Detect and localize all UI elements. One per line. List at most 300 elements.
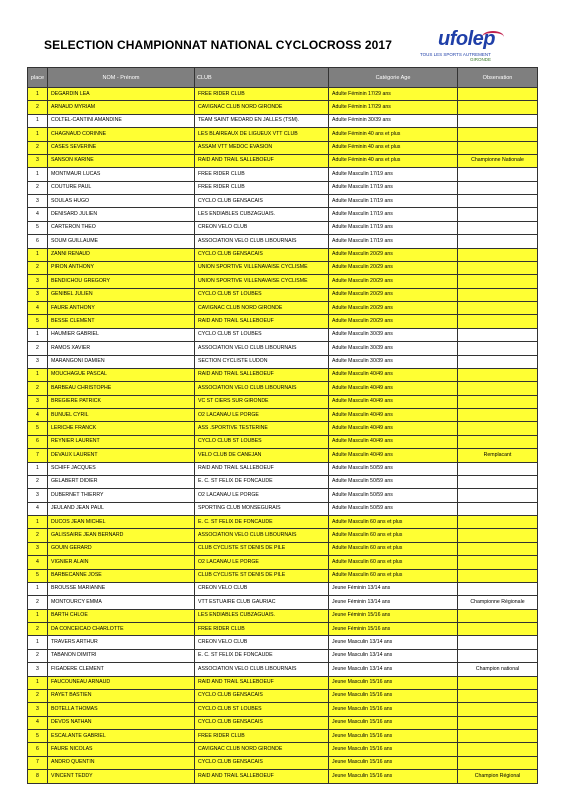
cell-place: 1	[28, 368, 48, 381]
cell-category: Jeune Masculin 13/14 ans	[329, 636, 458, 649]
cell-category: Jeune Féminin 15/16 ans	[329, 623, 458, 636]
cell-club: CYCLO CLUB GENSACAIS	[195, 248, 329, 261]
cell-club: ASSOCIATION VELO CLUB LIBOURNAIS	[195, 529, 329, 542]
table-row	[28, 489, 538, 502]
cell-observation	[458, 275, 538, 288]
cell-category: Adulte Féminin 40 ans et plus	[329, 141, 458, 154]
cell-name: DUBERNET THIERRY	[48, 489, 195, 502]
cell-place: 2	[28, 475, 48, 488]
cell-category: Adulte Masculin 17/19 ans	[329, 221, 458, 234]
cell-club: FREE RIDER CLUB	[195, 181, 329, 194]
cell-club: E. C. ST FELIX DE FONCAUDE	[195, 649, 329, 662]
cell-name: SCHIFF JACQUES	[48, 462, 195, 475]
cell-category: Adulte Masculin 30/39 ans	[329, 342, 458, 355]
cell-name: ESCALANTE GABRIEL	[48, 730, 195, 743]
table-row	[28, 623, 538, 636]
cell-club: RAID AND TRAIL SALLEBOEUF	[195, 154, 329, 167]
cell-name: FAUCOUNEAU ARNAUD	[48, 676, 195, 689]
cell-place: 1	[28, 114, 48, 127]
cell-category: Jeune Masculin 15/16 ans	[329, 676, 458, 689]
table-body	[28, 88, 538, 784]
cell-category: Adulte Masculin 40/49 ans	[329, 409, 458, 422]
cell-category: Jeune Masculin 15/16 ans	[329, 756, 458, 769]
cell-club: O2 LACANAU LE PORGE	[195, 409, 329, 422]
cell-place: 6	[28, 235, 48, 248]
logo-region: GIRONDE	[470, 57, 492, 62]
cell-name: MOUCHAGUE PASCAL	[48, 368, 195, 381]
cell-place: 5	[28, 315, 48, 328]
cell-category: Adulte Masculin 20/29 ans	[329, 261, 458, 274]
table-row	[28, 703, 538, 716]
cell-category: Jeune Masculin 15/16 ans	[329, 689, 458, 702]
cell-club: RAID AND TRAIL SALLEBOEUF	[195, 368, 329, 381]
table-row	[28, 368, 538, 381]
table-row	[28, 730, 538, 743]
cell-name: CASES SEVERINE	[48, 141, 195, 154]
cell-club: CAVIGNAC CLUB NORD GIRONDE	[195, 101, 329, 114]
cell-category: Jeune Masculin 15/16 ans	[329, 716, 458, 729]
cell-observation	[458, 114, 538, 127]
cell-club: LES ENDIABLES CUBZAGUAIS.	[195, 609, 329, 622]
cell-club: ASSOCIATION VELO CLUB LIBOURNAIS	[195, 382, 329, 395]
cell-observation	[458, 195, 538, 208]
cell-category: Adulte Masculin 40/49 ans	[329, 449, 458, 462]
cell-place: 1	[28, 248, 48, 261]
cell-club: RAID AND TRAIL SALLEBOEUF	[195, 770, 329, 783]
cell-club: CREON VELO CLUB	[195, 636, 329, 649]
cell-club: UNION SPORTIVE VILLENAVAISE CYCLISME	[195, 261, 329, 274]
cell-category: Adulte Masculin 30/39 ans	[329, 328, 458, 341]
table-row	[28, 101, 538, 114]
cell-category: Jeune Masculin 15/16 ans	[329, 703, 458, 716]
cell-club: O2 LACANAU LE PORGE	[195, 556, 329, 569]
cell-name: DUCOS JEAN MICHEL	[48, 516, 195, 529]
cell-name: GENIBEL JULIEN	[48, 288, 195, 301]
cell-category: Jeune Féminin 15/16 ans	[329, 609, 458, 622]
cell-category: Adulte Féminin 40 ans et plus	[329, 154, 458, 167]
cell-category: Adulte Masculin 40/49 ans	[329, 368, 458, 381]
cell-name: FIGADERE CLEMENT	[48, 663, 195, 676]
table-row	[28, 569, 538, 582]
table-row	[28, 556, 538, 569]
cell-name: SOULAS HUGO	[48, 195, 195, 208]
table-row	[28, 449, 538, 462]
cell-observation	[458, 168, 538, 181]
cell-club: CYCLO CLUB ST LOUBES	[195, 288, 329, 301]
cell-category: Adulte Masculin 20/29 ans	[329, 275, 458, 288]
cell-club: E. C. ST FELIX DE FONCAUDE	[195, 516, 329, 529]
cell-club: ASSOCIATION VELO CLUB LIBOURNAIS	[195, 342, 329, 355]
table-row	[28, 609, 538, 622]
cell-name: BESSE CLEMENT	[48, 315, 195, 328]
cell-club: RAID AND TRAIL SALLEBOEUF	[195, 676, 329, 689]
cell-club: UNION SPORTIVE VILLENAVAISE CYCLISME	[195, 275, 329, 288]
cell-club: CAVIGNAC CLUB NORD GIRONDE	[195, 302, 329, 315]
table-row	[28, 676, 538, 689]
table-row	[28, 128, 538, 141]
cell-name: BROUSSE MARIANNE	[48, 582, 195, 595]
selection-table	[27, 67, 538, 784]
cell-category: Jeune Masculin 15/16 ans	[329, 770, 458, 783]
table-row	[28, 756, 538, 769]
cell-club: CYCLO CLUB GENSACAIS	[195, 756, 329, 769]
cell-club: CYCLO CLUB GENSACAIS	[195, 689, 329, 702]
cell-place: 1	[28, 676, 48, 689]
cell-club: ASSOCIATION VELO CLUB LIBOURNAIS	[195, 663, 329, 676]
table-row	[28, 315, 538, 328]
cell-place: 1	[28, 462, 48, 475]
table-row	[28, 516, 538, 529]
column-header-club: CLUB	[195, 68, 329, 88]
cell-category: Adulte Masculin 17/19 ans	[329, 235, 458, 248]
cell-observation	[458, 689, 538, 702]
cell-place: 2	[28, 689, 48, 702]
table-row	[28, 395, 538, 408]
cell-name: GELABERT DIDIER	[48, 475, 195, 488]
cell-category: Adulte Masculin 50/59 ans	[329, 502, 458, 515]
cell-observation	[458, 328, 538, 341]
cell-name: COUTURE PAUL	[48, 181, 195, 194]
cell-observation	[458, 181, 538, 194]
table-row	[28, 141, 538, 154]
cell-club: CLUB CYCLISTE ST DENIS DE PILE	[195, 542, 329, 555]
cell-category: Adulte Masculin 40/49 ans	[329, 435, 458, 448]
table-row	[28, 261, 538, 274]
table-row	[28, 689, 538, 702]
cell-observation: Champion Régional	[458, 770, 538, 783]
cell-place: 1	[28, 516, 48, 529]
cell-name: FAURE NICOLAS	[48, 743, 195, 756]
cell-name: PIRON ANTHONY	[48, 261, 195, 274]
cell-name: SANSON KARINE	[48, 154, 195, 167]
cell-category: Adulte Masculin 20/29 ans	[329, 302, 458, 315]
page-title: SELECTION CHAMPIONNAT NATIONAL CYCLOCROSS 2017	[44, 38, 392, 52]
table-row	[28, 663, 538, 676]
cell-category: Adulte Masculin 20/29 ans	[329, 248, 458, 261]
cell-observation	[458, 609, 538, 622]
cell-observation	[458, 128, 538, 141]
table-row	[28, 409, 538, 422]
cell-place: 2	[28, 382, 48, 395]
table-row	[28, 355, 538, 368]
cell-place: 3	[28, 355, 48, 368]
cell-club: LES BLAIREAUX DE LIGUEUX VTT CLUB	[195, 128, 329, 141]
cell-name: RAYET BASTIEN	[48, 689, 195, 702]
cell-club: CYCLO CLUB GENSACAIS	[195, 195, 329, 208]
cell-observation	[458, 409, 538, 422]
cell-place: 1	[28, 609, 48, 622]
table-row	[28, 114, 538, 127]
table-row	[28, 529, 538, 542]
table-row	[28, 195, 538, 208]
cell-place: 2	[28, 529, 48, 542]
logo-tagline: TOUS LES SPORTS AUTREMENT	[420, 52, 491, 57]
cell-name: FAURE ANTHONY	[48, 302, 195, 315]
cell-name: BARTH CHLOE	[48, 609, 195, 622]
table-row	[28, 435, 538, 448]
table-row	[28, 716, 538, 729]
table-row	[28, 636, 538, 649]
cell-category: Jeune Masculin 13/14 ans	[329, 663, 458, 676]
cell-name: RAMOS XAVIER	[48, 342, 195, 355]
cell-place: 2	[28, 181, 48, 194]
cell-observation	[458, 730, 538, 743]
cell-observation	[458, 516, 538, 529]
cell-name: HAUMIER GABRIEL	[48, 328, 195, 341]
cell-place: 2	[28, 649, 48, 662]
cell-observation	[458, 756, 538, 769]
cell-place: 3	[28, 195, 48, 208]
table-row	[28, 342, 538, 355]
cell-observation	[458, 435, 538, 448]
cell-name: CARTERON THEO	[48, 221, 195, 234]
cell-place: 1	[28, 328, 48, 341]
cell-category: Adulte Masculin 20/29 ans	[329, 288, 458, 301]
table-row	[28, 475, 538, 488]
cell-place: 4	[28, 556, 48, 569]
table-row	[28, 462, 538, 475]
cell-name: DEGARDIN LEA	[48, 88, 195, 101]
cell-club: SECTION CYCLISTE LUDON	[195, 355, 329, 368]
cell-observation	[458, 676, 538, 689]
cell-place: 6	[28, 743, 48, 756]
cell-category: Adulte Masculin 30/39 ans	[329, 355, 458, 368]
cell-category: Adulte Féminin 17/29 ans	[329, 88, 458, 101]
cell-name: ZANNI RENAUD	[48, 248, 195, 261]
cell-observation	[458, 475, 538, 488]
table-row	[28, 582, 538, 595]
cell-name: MARANGONI DAMIEN	[48, 355, 195, 368]
cell-observation	[458, 649, 538, 662]
cell-place: 6	[28, 435, 48, 448]
cell-club: FREE RIDER CLUB	[195, 730, 329, 743]
cell-observation: Championne Régionale	[458, 596, 538, 609]
cell-place: 5	[28, 730, 48, 743]
cell-club: RAID AND TRAIL SALLEBOEUF	[195, 315, 329, 328]
cell-name: VINCENT TEDDY	[48, 770, 195, 783]
cell-place: 1	[28, 88, 48, 101]
cell-club: FREE RIDER CLUB	[195, 168, 329, 181]
cell-club: SPORTING CLUB MONSEGURAIS	[195, 502, 329, 515]
cell-category: Adulte Masculin 20/29 ans	[329, 315, 458, 328]
cell-observation	[458, 556, 538, 569]
cell-place: 1	[28, 168, 48, 181]
cell-name: VIGNIER ALAIN	[48, 556, 195, 569]
cell-club: CAVIGNAC CLUB NORD GIRONDE	[195, 743, 329, 756]
cell-name: BARBECANNE JOSE	[48, 569, 195, 582]
cell-place: 4	[28, 409, 48, 422]
cell-place: 1	[28, 636, 48, 649]
cell-place: 4	[28, 502, 48, 515]
cell-observation	[458, 235, 538, 248]
table-row	[28, 422, 538, 435]
cell-category: Adulte Féminin 17/29 ans	[329, 101, 458, 114]
cell-category: Adulte Féminin 40 ans et plus	[329, 128, 458, 141]
cell-name: TABANON DIMITRI	[48, 649, 195, 662]
cell-place: 2	[28, 261, 48, 274]
cell-place: 5	[28, 422, 48, 435]
cell-observation	[458, 342, 538, 355]
cell-name: SOUM GUILLAUME	[48, 235, 195, 248]
cell-place: 2	[28, 623, 48, 636]
cell-category: Adulte Masculin 40/49 ans	[329, 382, 458, 395]
cell-name: GALISSAIRE JEAN BERNARD	[48, 529, 195, 542]
cell-name: DA CONCEICAO CHARLOTTE	[48, 623, 195, 636]
cell-club: FREE RIDER CLUB	[195, 88, 329, 101]
table-row	[28, 88, 538, 101]
table-row	[28, 770, 538, 783]
cell-observation	[458, 502, 538, 515]
cell-place: 4	[28, 302, 48, 315]
cell-club: E. C. ST FELIX DE FONCAUDE	[195, 475, 329, 488]
cell-name: DENISARD JULIEN	[48, 208, 195, 221]
cell-observation	[458, 489, 538, 502]
cell-place: 3	[28, 395, 48, 408]
table-header-row	[28, 68, 538, 88]
cell-observation	[458, 569, 538, 582]
cell-category: Jeune Masculin 15/16 ans	[329, 730, 458, 743]
cell-name: ARNAUD MYRIAM	[48, 101, 195, 114]
cell-category: Adulte Masculin 40/49 ans	[329, 422, 458, 435]
table-row	[28, 649, 538, 662]
cell-place: 2	[28, 101, 48, 114]
cell-club: VC ST CIERS SUR GIRONDE	[195, 395, 329, 408]
cell-club: CREON VELO CLUB	[195, 582, 329, 595]
table-row	[28, 542, 538, 555]
table-row	[28, 288, 538, 301]
cell-club: CYCLO CLUB GENSACAIS	[195, 716, 329, 729]
cell-observation	[458, 248, 538, 261]
cell-club: VELO CLUB DE CANEJAN	[195, 449, 329, 462]
cell-place: 2	[28, 141, 48, 154]
cell-observation	[458, 743, 538, 756]
cell-observation	[458, 636, 538, 649]
cell-club: CYCLO CLUB ST LOUBES	[195, 435, 329, 448]
cell-name: BREGIERE PATRICK	[48, 395, 195, 408]
cell-category: Adulte Masculin 60 ans et plus	[329, 556, 458, 569]
cell-observation	[458, 141, 538, 154]
cell-place: 7	[28, 756, 48, 769]
cell-club: VTT ESTUAIRE CLUB GAURIAC	[195, 596, 329, 609]
cell-observation	[458, 288, 538, 301]
table-row	[28, 154, 538, 167]
cell-place: 1	[28, 128, 48, 141]
logo-brand-text: ufolep	[438, 28, 495, 50]
cell-category: Adulte Masculin 17/19 ans	[329, 208, 458, 221]
cell-category: Jeune Féminin 13/14 ans	[329, 582, 458, 595]
cell-club: CYCLO CLUB ST LOUBES	[195, 703, 329, 716]
table-row	[28, 328, 538, 341]
cell-name: REYNIER LAURENT	[48, 435, 195, 448]
cell-category: Adulte Féminin 30/39 ans	[329, 114, 458, 127]
cell-observation: Championne Nationale	[458, 154, 538, 167]
cell-category: Adulte Masculin 17/19 ans	[329, 195, 458, 208]
cell-observation	[458, 716, 538, 729]
table-row	[28, 743, 538, 756]
cell-observation	[458, 582, 538, 595]
table-row	[28, 208, 538, 221]
table-row	[28, 596, 538, 609]
cell-club: ASS .SPORTIVE TESTERINE	[195, 422, 329, 435]
cell-category: Jeune Masculin 15/16 ans	[329, 743, 458, 756]
cell-club: FREE RIDER CLUB	[195, 623, 329, 636]
cell-category: Adulte Masculin 17/19 ans	[329, 181, 458, 194]
column-header-category: Catégorie Age	[329, 68, 458, 88]
cell-place: 7	[28, 449, 48, 462]
cell-category: Adulte Masculin 50/59 ans	[329, 475, 458, 488]
cell-category: Adulte Masculin 50/59 ans	[329, 489, 458, 502]
cell-observation	[458, 368, 538, 381]
cell-name: COLTEL-CANTINI AMANDINE	[48, 114, 195, 127]
cell-observation	[458, 355, 538, 368]
cell-category: Adulte Masculin 17/19 ans	[329, 168, 458, 181]
cell-category: Adulte Masculin 60 ans et plus	[329, 569, 458, 582]
cell-place: 3	[28, 288, 48, 301]
table-row	[28, 221, 538, 234]
cell-observation	[458, 422, 538, 435]
cell-observation	[458, 623, 538, 636]
cell-category: Jeune Masculin 13/14 ans	[329, 649, 458, 662]
cell-observation	[458, 542, 538, 555]
cell-observation	[458, 101, 538, 114]
cell-place: 4	[28, 208, 48, 221]
cell-observation	[458, 261, 538, 274]
cell-name: BENDICHOU GREGORY	[48, 275, 195, 288]
cell-place: 3	[28, 489, 48, 502]
cell-observation	[458, 395, 538, 408]
cell-name: DEVAUX LAURENT	[48, 449, 195, 462]
cell-place: 2	[28, 342, 48, 355]
cell-place: 5	[28, 569, 48, 582]
cell-name: GOUIN GERARD	[48, 542, 195, 555]
cell-name: MONTMAUR LUCAS	[48, 168, 195, 181]
column-header-name: NOM - Prénom	[48, 68, 195, 88]
cell-category: Jeune Féminin 13/14 ans	[329, 596, 458, 609]
ufolep-logo	[420, 28, 512, 68]
cell-observation	[458, 382, 538, 395]
cell-place: 3	[28, 275, 48, 288]
cell-club: LES ENDIABLES CUBZAGUAIS.	[195, 208, 329, 221]
table-row	[28, 235, 538, 248]
cell-place: 4	[28, 716, 48, 729]
cell-name: LERICHE FRANCK	[48, 422, 195, 435]
cell-place: 1	[28, 582, 48, 595]
table-row	[28, 168, 538, 181]
cell-name: DEVOS NATHAN	[48, 716, 195, 729]
cell-club: ASSOCIATION VELO CLUB LIBOURNAIS	[195, 235, 329, 248]
table-row	[28, 382, 538, 395]
cell-category: Adulte Masculin 40/49 ans	[329, 395, 458, 408]
cell-place: 3	[28, 663, 48, 676]
cell-club: CLUB CYCLISTE ST DENIS DE PILE	[195, 569, 329, 582]
cell-club: RAID AND TRAIL SALLEBOEUF	[195, 462, 329, 475]
table-row	[28, 302, 538, 315]
cell-club: ASSAM VTT MEDOC EVASION	[195, 141, 329, 154]
cell-name: BARBEAU CHRISTOPHE	[48, 382, 195, 395]
cell-club: TEAM SAINT MEDARD EN JALLES (TSM).	[195, 114, 329, 127]
cell-name: CHAGNAUD CORINNE	[48, 128, 195, 141]
cell-place: 3	[28, 154, 48, 167]
cell-club: CREON VELO CLUB	[195, 221, 329, 234]
cell-category: Adulte Masculin 60 ans et plus	[329, 542, 458, 555]
cell-club: CYCLO CLUB ST LOUBES	[195, 328, 329, 341]
cell-category: Adulte Masculin 60 ans et plus	[329, 529, 458, 542]
cell-observation	[458, 208, 538, 221]
table-row	[28, 275, 538, 288]
column-header-place: place	[28, 68, 48, 88]
cell-name: BOTELLA THOMAS	[48, 703, 195, 716]
cell-name: JEULAND JEAN PAUL	[48, 502, 195, 515]
